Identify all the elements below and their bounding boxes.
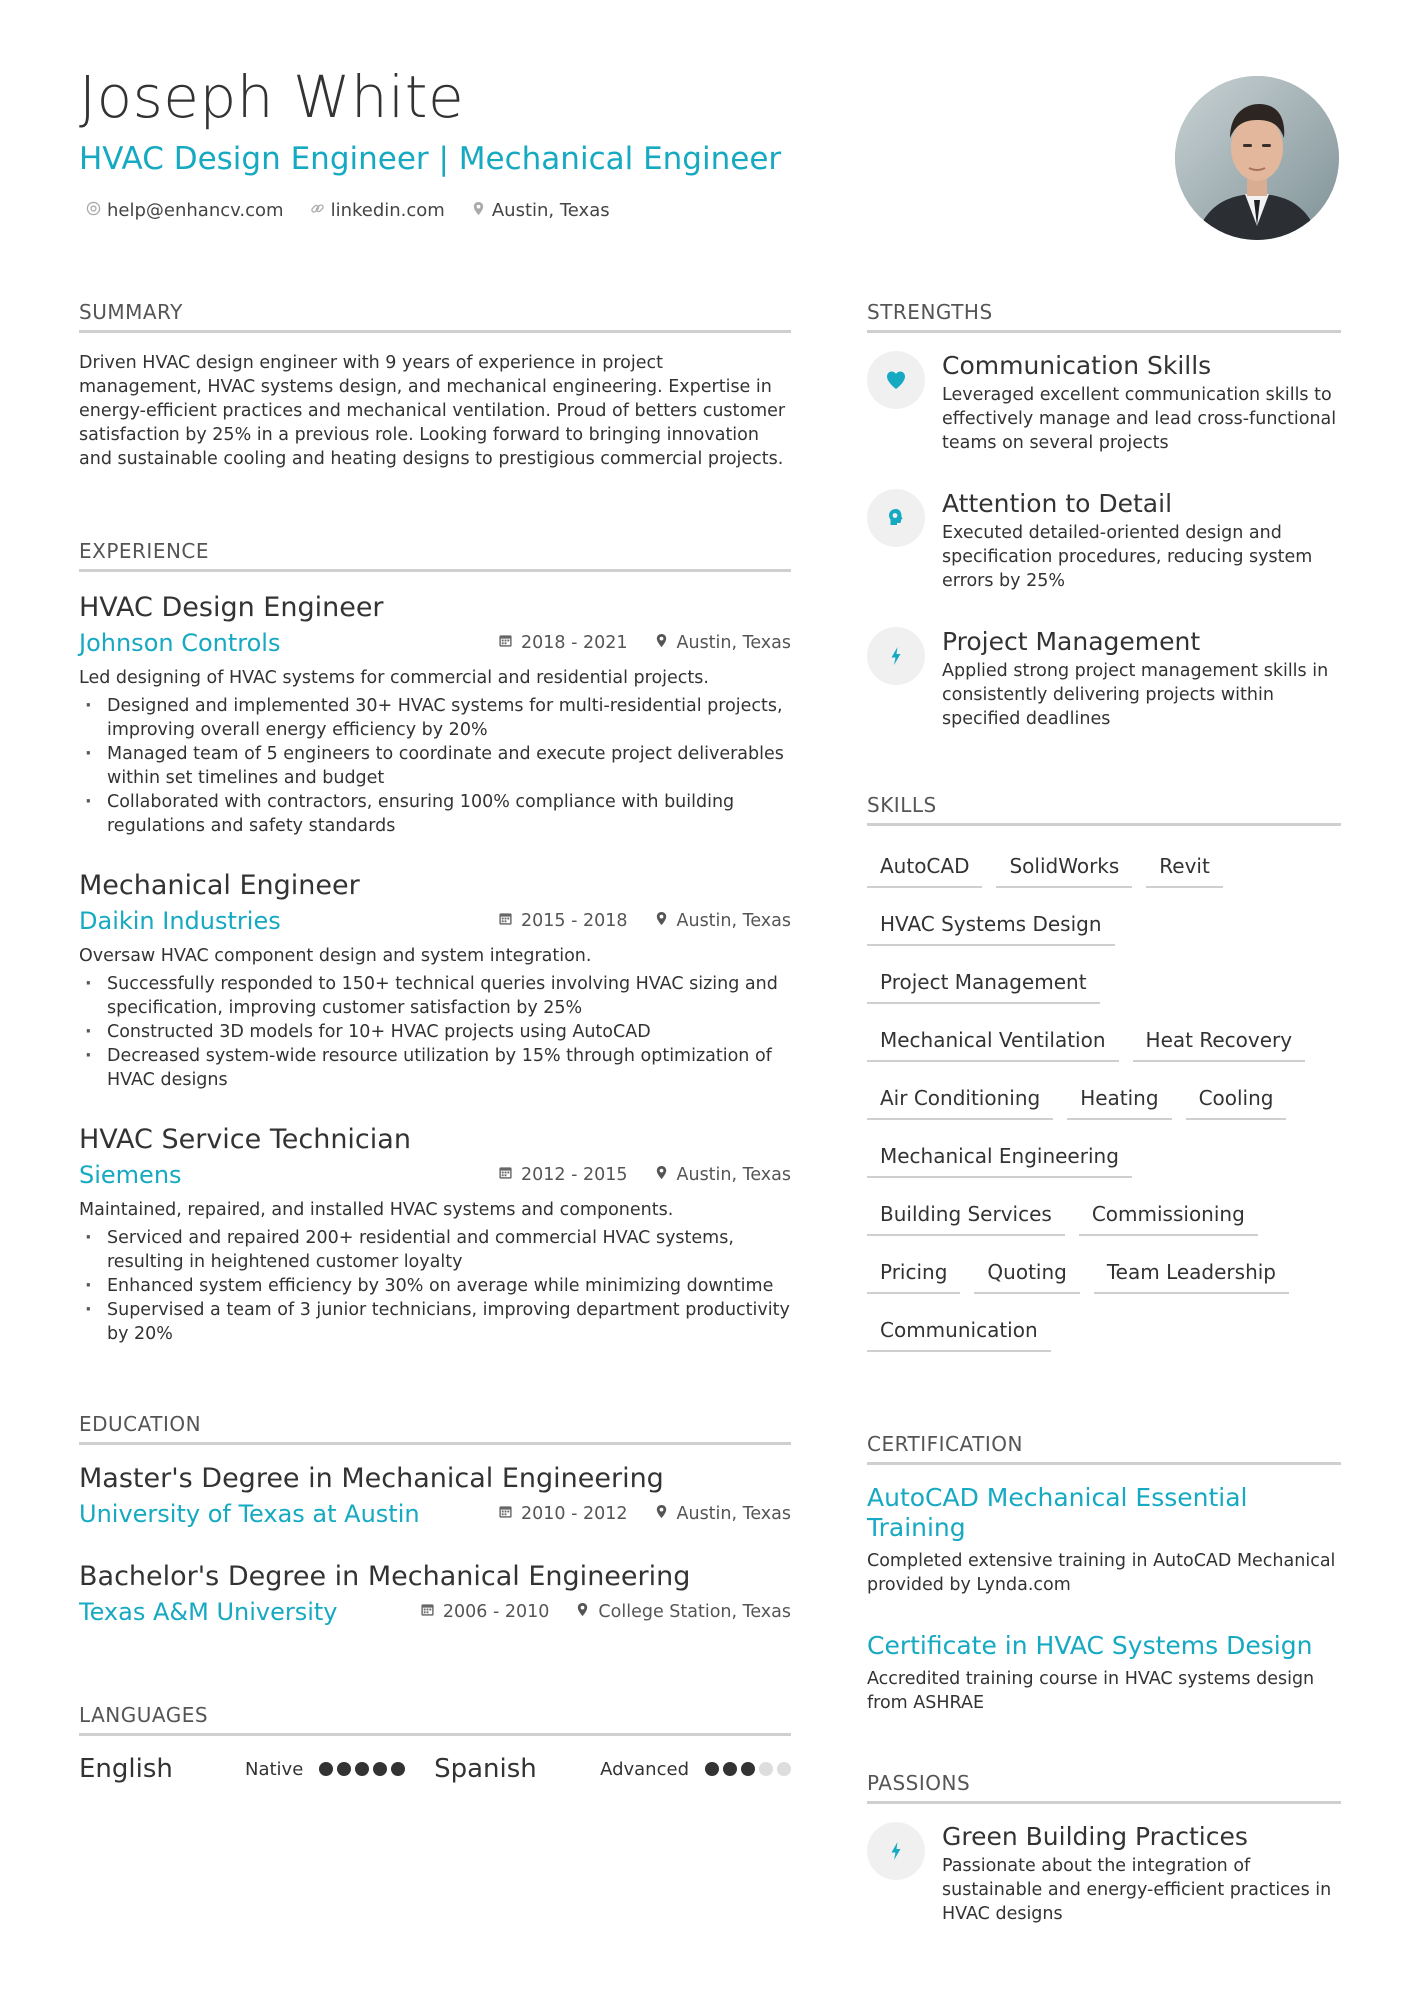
education-location: College Station, Texas <box>598 1602 791 1622</box>
dot-empty <box>759 1762 773 1776</box>
location-pin-icon <box>471 200 486 221</box>
skill-tag: Mechanical Ventilation <box>867 1018 1119 1062</box>
email-contact[interactable] <box>86 200 284 221</box>
skill-tag: HVAC Systems Design <box>867 902 1115 946</box>
skill-tag: Cooling <box>1186 1076 1287 1120</box>
bullet-item: · Constructed 3D models for 10+ HVAC projects using AutoCAD <box>79 1020 791 1044</box>
experience-heading: EXPERIENCE <box>79 539 791 572</box>
job-bullets <box>79 694 791 838</box>
certification-description: Completed extensive training in AutoCAD Mechanical provided by Lynda.com <box>867 1551 1336 1595</box>
job-title: HVAC Service Technician <box>79 1124 411 1155</box>
dot-filled <box>337 1762 351 1776</box>
profile-photo <box>1175 76 1339 240</box>
location-pin-icon <box>575 1602 590 1622</box>
bullet-item: · Designed and implemented 30+ HVAC systems for multi-residential projects, improving overall energy efficiency by 20% <box>79 694 791 742</box>
job-title: Mechanical Engineer <box>79 870 360 901</box>
candidate-name: Joseph White <box>79 63 465 131</box>
education-entry <box>79 1461 791 1531</box>
strength-description: Applied strong project management skills in consistently delivering projects within specified deadlines <box>942 661 1329 729</box>
certification-entry <box>867 1483 1341 1597</box>
location-pin-icon <box>654 1504 669 1524</box>
strengths-heading: STRENGTHS <box>867 300 1341 333</box>
calendar-icon <box>498 1504 513 1524</box>
dot-filled <box>319 1762 333 1776</box>
skill-tag: Pricing <box>867 1250 960 1294</box>
job-bullets <box>79 972 791 1092</box>
job-meta <box>79 904 791 938</box>
skill-tag: Revit <box>1146 844 1223 888</box>
linkedin-text: linkedin.com <box>330 200 445 221</box>
calendar-icon <box>498 911 513 931</box>
bullet-item: · Serviced and repaired 200+ residential and commercial HVAC systems, resulting in heightened customer loyalty <box>79 1226 791 1274</box>
calendar-icon <box>498 1165 513 1185</box>
job-meta <box>79 1158 791 1192</box>
contact-row <box>86 200 610 221</box>
bullet-item: · Successfully responded to 150+ technical queries involving HVAC sizing and specification, improving customer satisfaction by 25% <box>79 972 791 1020</box>
passion-description: Passionate about the integration of sustainable and energy-efficient practices in HVAC designs <box>942 1856 1332 1924</box>
skill-tag: Mechanical Engineering <box>867 1134 1132 1178</box>
certification-section <box>867 1432 1341 1715</box>
candidate-title: HVAC Design Engineer | Mechanical Engineer <box>79 141 782 177</box>
job-dates: 2012 - 2015 <box>520 1165 628 1185</box>
skill-tag: Team Leadership <box>1094 1250 1289 1294</box>
passions-heading: PASSIONS <box>867 1771 1341 1804</box>
location-pin-icon <box>654 1165 669 1185</box>
company-name: Johnson Controls <box>79 629 281 657</box>
strength-description: Leveraged excellent communication skills to effectively manage and lead cross-functional teams on several projects <box>942 385 1337 453</box>
job-dates: 2018 - 2021 <box>520 633 628 653</box>
job-title: HVAC Design Engineer <box>79 592 384 623</box>
link-icon <box>310 200 325 221</box>
job-entry <box>79 1122 791 1346</box>
certification-title: Certificate in HVAC Systems Design <box>867 1631 1313 1660</box>
education-dates: 2006 - 2010 <box>442 1602 550 1622</box>
proficiency-dots <box>705 1762 791 1776</box>
skill-tag: SolidWorks <box>996 844 1132 888</box>
company-name: Siemens <box>79 1161 182 1189</box>
languages-section <box>79 1703 791 1784</box>
bolt-icon <box>867 627 925 685</box>
passion-title: Green Building Practices <box>942 1822 1248 1851</box>
job-location: Austin, Texas <box>676 911 791 931</box>
languages-heading: LANGUAGES <box>79 1703 791 1736</box>
experience-section <box>79 539 791 1346</box>
dot-filled <box>741 1762 755 1776</box>
skill-tag: Heating <box>1067 1076 1171 1120</box>
skill-tag: AutoCAD <box>867 844 982 888</box>
job-location: Austin, Texas <box>676 633 791 653</box>
certification-title: AutoCAD Mechanical Essential Training <box>867 1483 1248 1542</box>
company-name: Daikin Industries <box>79 907 281 935</box>
summary-section <box>79 300 791 471</box>
location-contact <box>471 200 610 221</box>
language-name: Spanish <box>434 1754 537 1784</box>
certification-heading: CERTIFICATION <box>867 1432 1341 1465</box>
skills-heading: SKILLS <box>867 793 1341 826</box>
strength-description: Executed detailed-oriented design and specification procedures, reducing system errors by 25% <box>942 523 1313 591</box>
dot-filled <box>373 1762 387 1776</box>
strength-title: Attention to Detail <box>942 489 1173 518</box>
linkedin-contact[interactable] <box>310 200 445 221</box>
degree-title: Master's Degree in Mechanical Engineering <box>79 1463 664 1494</box>
language-level: Advanced <box>600 1758 689 1780</box>
skills-list <box>867 844 1341 1366</box>
education-entry <box>79 1559 791 1629</box>
passions-section <box>867 1771 1341 1926</box>
job-description: Oversaw HVAC component design and system integration. <box>79 946 592 966</box>
job-entry <box>79 590 791 838</box>
calendar-icon <box>498 633 513 653</box>
language-entry <box>79 1754 434 1784</box>
bullet-item: · Supervised a team of 3 junior technicians, improving department productivity by 20% <box>79 1298 791 1346</box>
bullet-item: · Decreased system-wide resource utilization by 15% through optimization of HVAC designs <box>79 1044 791 1092</box>
job-entry <box>79 868 791 1092</box>
dot-filled <box>705 1762 719 1776</box>
dot-filled <box>391 1762 405 1776</box>
strengths-section <box>867 300 1341 731</box>
passion-item <box>867 1820 1341 1926</box>
bullet-item: · Managed team of 5 engineers to coordinate and execute project deliverables within set timelines and budget <box>79 742 791 790</box>
location-pin-icon <box>654 633 669 653</box>
job-bullets <box>79 1226 791 1346</box>
education-location: Austin, Texas <box>676 1504 791 1524</box>
dot-filled <box>355 1762 369 1776</box>
education-dates: 2010 - 2012 <box>520 1504 628 1524</box>
calendar-icon <box>420 1602 435 1622</box>
education-section <box>79 1412 791 1629</box>
language-entry <box>434 1754 791 1784</box>
dot-filled <box>723 1762 737 1776</box>
bullet-item: · Enhanced system efficiency by 30% on average while minimizing downtime <box>79 1274 791 1298</box>
school-name: Texas A&M University <box>79 1598 338 1626</box>
location-text: Austin, Texas <box>491 200 610 221</box>
school-name: University of Texas at Austin <box>79 1500 420 1528</box>
degree-title: Bachelor's Degree in Mechanical Engineering <box>79 1561 691 1592</box>
left-column <box>79 300 791 1784</box>
education-heading: EDUCATION <box>79 1412 791 1445</box>
head-icon <box>867 489 925 547</box>
strength-item <box>867 625 1341 731</box>
email-text: help@enhancv.com <box>107 200 284 221</box>
job-description: Led designing of HVAC systems for commercial and residential projects. <box>79 668 709 688</box>
heart-icon <box>867 351 925 409</box>
skill-tag: Quoting <box>974 1250 1079 1294</box>
job-description: Maintained, repaired, and installed HVAC systems and components. <box>79 1200 674 1220</box>
job-meta <box>79 626 791 660</box>
skill-tag: Project Management <box>867 960 1100 1004</box>
dot-empty <box>777 1762 791 1776</box>
skills-section <box>867 793 1341 1366</box>
at-icon <box>86 200 101 221</box>
bolt-icon <box>867 1822 925 1880</box>
language-name: English <box>79 1754 173 1784</box>
strength-title: Project Management <box>942 627 1201 656</box>
job-dates: 2015 - 2018 <box>520 911 628 931</box>
language-level: Native <box>245 1758 304 1780</box>
strength-title: Communication Skills <box>942 351 1212 380</box>
skill-tag: Heat Recovery <box>1133 1018 1306 1062</box>
proficiency-dots <box>319 1762 405 1776</box>
certification-entry <box>867 1631 1341 1715</box>
summary-heading: SUMMARY <box>79 300 791 333</box>
summary-text: Driven HVAC design engineer with 9 years of experience in project management, HVAC systems design, and mechanical engineering. Expertise in energy-efficient practices and mechanical ventilation. Proud of betters customer satisfaction by 25% in a previous role. Looking forward to bringing innovation and sustainable cooling and heating designs to prestigious commercial projects. <box>79 353 786 469</box>
skill-tag: Commissioning <box>1079 1192 1258 1236</box>
skill-tag: Communication <box>867 1308 1051 1352</box>
skill-tag: Building Services <box>867 1192 1065 1236</box>
job-location: Austin, Texas <box>676 1165 791 1185</box>
strength-item <box>867 349 1341 455</box>
bullet-item: · Collaborated with contractors, ensuring 100% compliance with building regulations and safety standards <box>79 790 791 838</box>
strength-item <box>867 487 1341 593</box>
skill-tag: Air Conditioning <box>867 1076 1053 1120</box>
certification-description: Accredited training course in HVAC systems design from ASHRAE <box>867 1669 1315 1713</box>
right-column <box>867 300 1341 1926</box>
location-pin-icon <box>654 911 669 931</box>
